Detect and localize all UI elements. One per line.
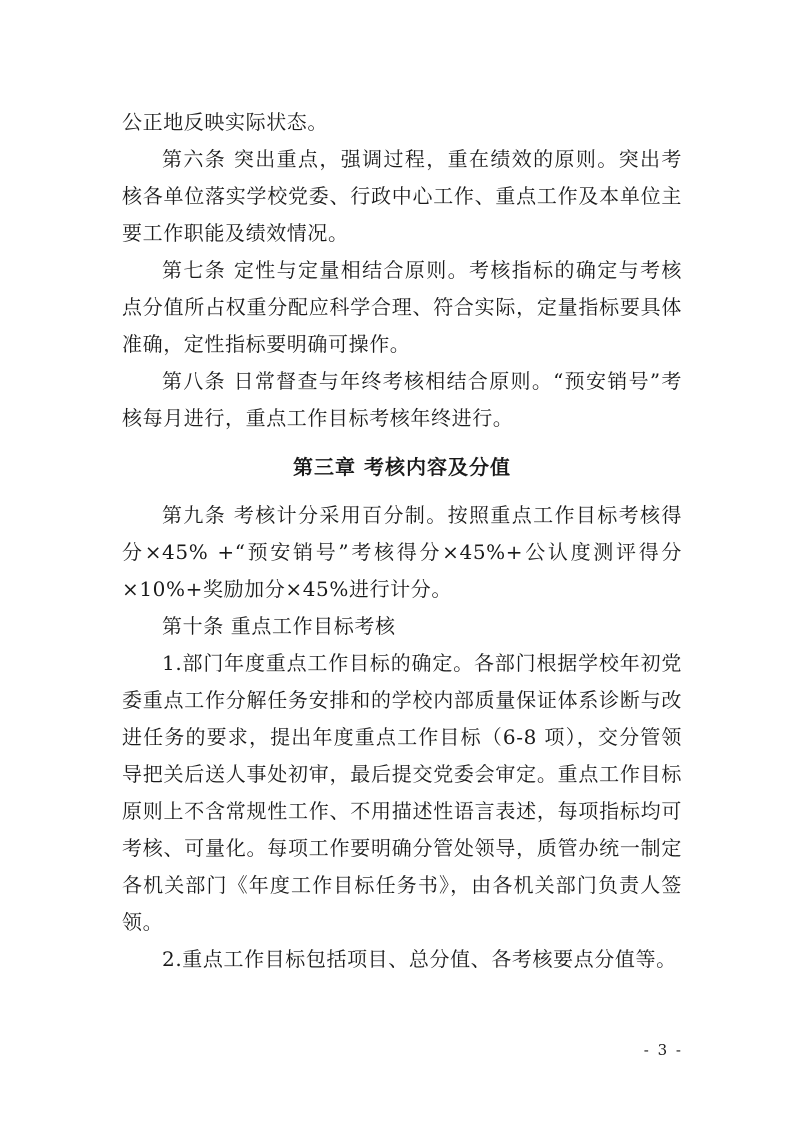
article-9: 第九条 考核计分采用百分制。按照重点工作目标考核得分×45% +“预安销号”考核得分×45%+公认度测评得分×10%+奖励加分×45%进行计分。 — [122, 503, 682, 601]
article-6: 第六条 突出重点，强调过程，重在绩效的原则。突出考核各单位落实学校党委、行政中心工作、重点工作及本单位主要工作职能及绩效情况。 — [122, 147, 682, 245]
article-7: 第七条 定性与定量相结合原则。考核指标的确定与考核点分值所占权重分配应科学合理、符合实际，定量指标要具体准确，定性指标要明确可操作。 — [122, 258, 682, 356]
list-item-2: 2.重点工作目标包括项目、总分值、各考核要点分值等。 — [162, 947, 677, 971]
article-10: 第十条 重点工作目标考核 — [162, 614, 396, 638]
list-item-1: 1.部门年度重点工作目标的确定。各部门根据学校年初党委重点工作分解任务安排和的学校内部质量保证体系诊断与改进任务的要求，提出年度重点工作目标（6-8 项），交分管领导把关后送人事处初审，最后提交党委会审定。重点工作目标原则上不含常规性工作、不用描述性语言表述，每项指标均可考核、可量化。每项工作要明确分管处领导，质管办统一制定各机关部门《年度工作目标任务书》，由各机关部门负责人签领。 — [122, 651, 682, 934]
paragraph-continuation: 公正地反映实际状态。 — [122, 110, 328, 134]
chapter-heading: 第三章 考核内容及分值 — [293, 455, 511, 479]
page-number: - 3 - — [643, 1041, 683, 1059]
article-8: 第八条 日常督查与年终考核相结合原则。“预安销号”考核每月进行，重点工作目标考核年终进行。 — [122, 369, 682, 430]
document-body — [122, 104, 682, 978]
